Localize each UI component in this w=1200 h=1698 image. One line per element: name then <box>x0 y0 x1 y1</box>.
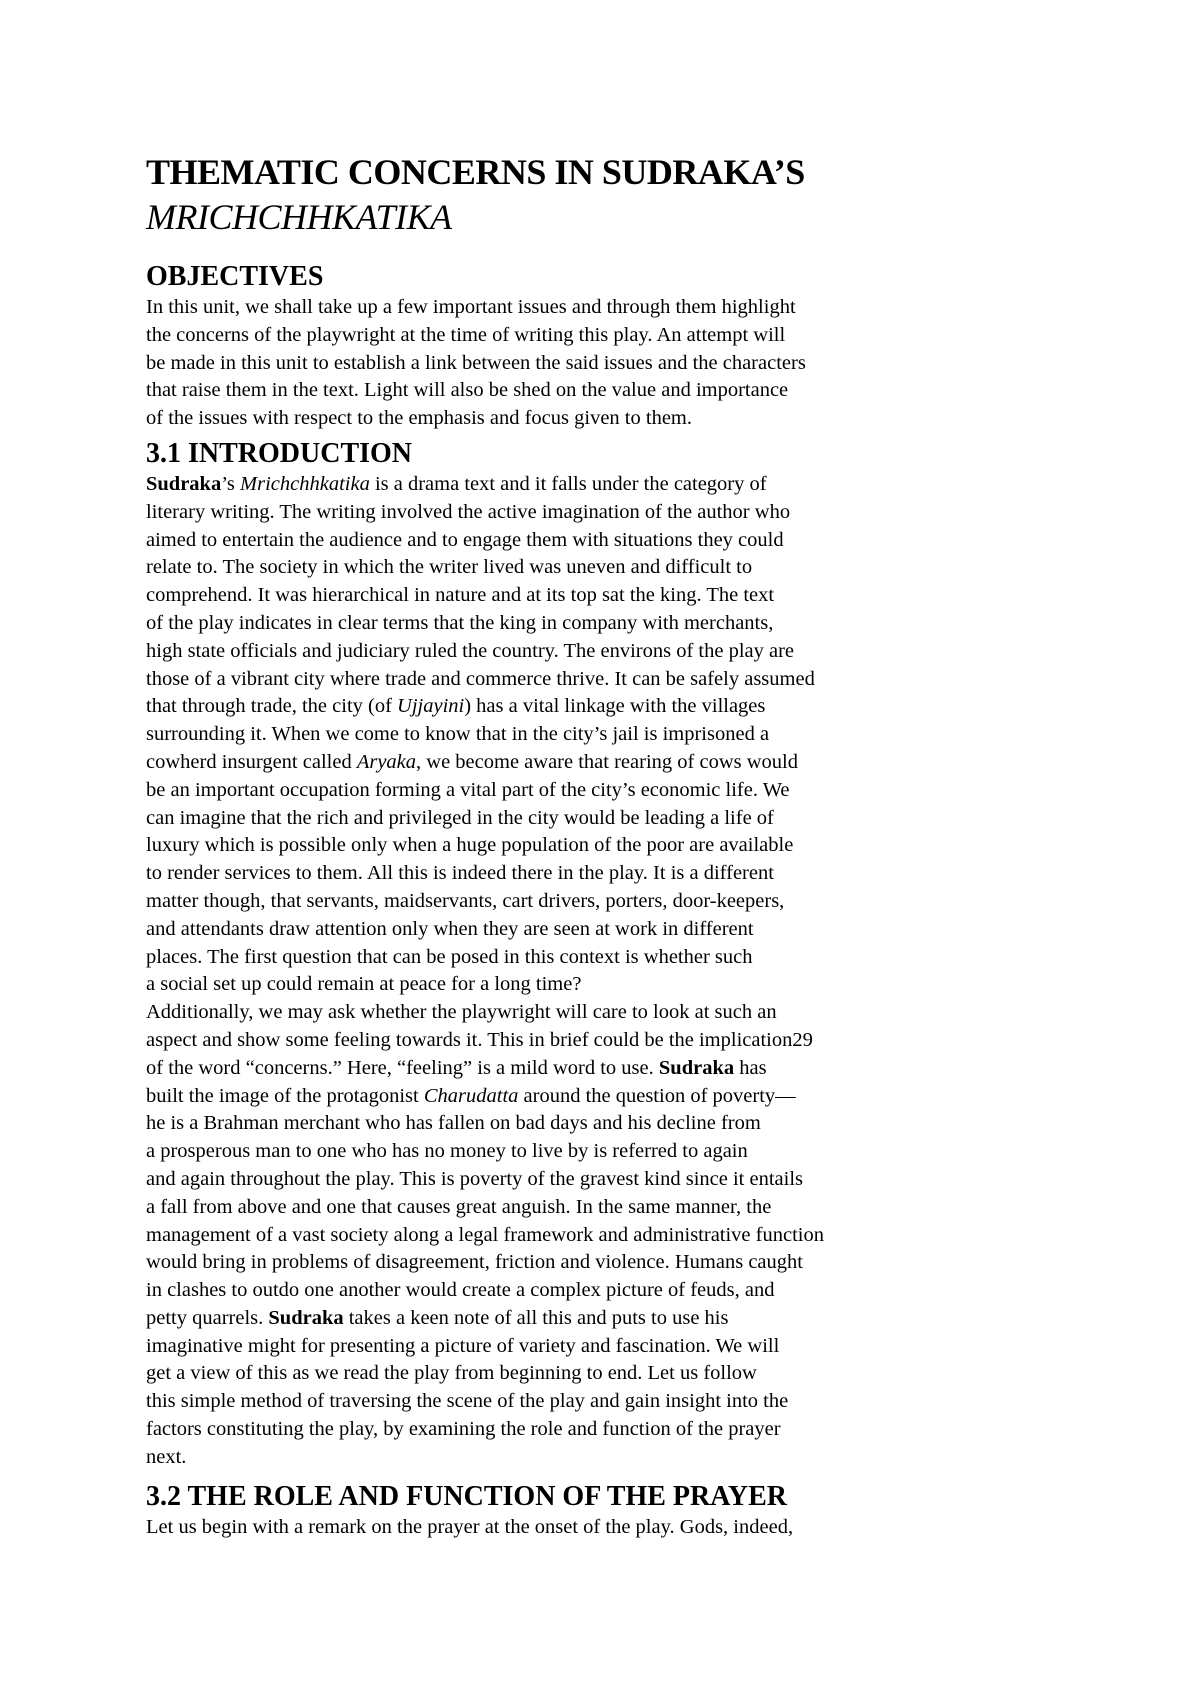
text-line: the concerns of the playwright at the time of writing this play. An attempt will <box>146 323 786 346</box>
introduction-paragraph <box>146 471 1146 1472</box>
text-line <box>146 693 1146 721</box>
text-line: imaginative might for presenting a picture of variety and fascination. We will <box>146 1334 780 1357</box>
objectives-paragraph <box>146 294 1146 433</box>
text-line: he is a Brahman merchant who has fallen on bad days and his decline from <box>146 1112 761 1135</box>
text-line: a prosperous man to one who has no money to live by is referred to again <box>146 1140 748 1163</box>
text-fragment: cowherd insurgent called <box>146 750 357 773</box>
text-line <box>146 749 1146 777</box>
text-fragment: ) has a vital linkage with the villages <box>464 695 766 718</box>
text-line: of the play indicates in clear terms that the king in company with merchants, <box>146 611 774 634</box>
city-name: Ujjayini <box>397 695 465 718</box>
document-title: THEMATIC CONCERNS IN SUDRAKA’S <box>146 152 805 192</box>
text-line: In this unit, we shall take up a few important issues and through them highlight <box>146 296 796 318</box>
author-name: Sudraka <box>146 472 222 495</box>
text-line: would bring in problems of disagreement, friction and violence. Humans caught <box>146 1251 803 1274</box>
text-line <box>146 471 1146 499</box>
text-line: factors constituting the play, by examining the role and function of the prayer <box>146 1418 781 1441</box>
text-line: get a view of this as we read the play from beginning to end. Let us follow <box>146 1362 757 1385</box>
text-line: places. The first question that can be posed in this context is whether such <box>146 945 753 968</box>
section-heading-objectives: OBJECTIVES <box>146 261 324 292</box>
text-fragment: is a drama text and it falls under the category of <box>369 472 767 495</box>
text-line: Additionally, we may ask whether the playwright will care to look at such an <box>146 1001 777 1024</box>
text-line: be an important occupation forming a vital part of the city’s economic life. We <box>146 778 790 801</box>
text-line: management of a vast society along a legal framework and administrative function <box>146 1223 824 1246</box>
text-line: comprehend. It was hierarchical in nature and at its top sat the king. The text <box>146 584 775 607</box>
author-name: Sudraka <box>658 1056 735 1079</box>
text-line: those of a vibrant city where trade and commerce thrive. It can be safely assumed <box>146 667 815 690</box>
text-fragment: has <box>734 1056 767 1079</box>
text-line: and attendants draw attention only when they are seen at work in different <box>146 917 754 940</box>
section-heading-introduction: 3.1 INTRODUCTION <box>146 437 413 469</box>
text-line: surrounding it. When we come to know that in the city’s jail is imprisoned a <box>146 723 770 746</box>
text-line: in clashes to outdo one another would create a complex picture of feuds, and <box>146 1279 775 1302</box>
text-line: a fall from above and one that causes great anguish. In the same manner, the <box>146 1195 772 1218</box>
text-line: can imagine that the rich and privileged in the city would be leading a life of <box>146 806 774 829</box>
text-fragment: that through trade, the city (of <box>146 695 398 718</box>
text-line <box>146 1305 1146 1333</box>
text-line: of the issues with respect to the emphasis and focus given to them. <box>146 407 692 430</box>
prayer-paragraph <box>146 1514 1146 1542</box>
document-content <box>146 150 1146 1541</box>
text-fragment: takes a keen note of all this and puts to use his <box>343 1306 729 1329</box>
text-line: luxury which is possible only when a huge population of the poor are available <box>146 834 794 857</box>
text-line <box>146 1083 1146 1111</box>
text-line: be made in this unit to establish a link between the said issues and the characters <box>146 351 806 374</box>
play-title: Mrichchhkatika <box>240 472 370 495</box>
text-line: aspect and show some feeling towards it. This in brief could be the implication29 <box>146 1028 813 1051</box>
text-line: high state officials and judiciary ruled the country. The environs of the play are <box>146 639 795 662</box>
text-line: and again throughout the play. This is poverty of the gravest kind since it entails <box>146 1167 804 1190</box>
text-line: a social set up could remain at peace for a long time? <box>146 973 582 996</box>
text-line: to render services to them. All this is indeed there in the play. It is a different <box>146 862 774 885</box>
text-fragment: petty quarrels. <box>146 1306 269 1329</box>
section-heading-prayer: 3.2 THE ROLE AND FUNCTION OF THE PRAYER <box>146 1480 787 1512</box>
text-line: that raise them in the text. Light will also be shed on the value and importance <box>146 379 789 402</box>
text-line: next. <box>146 1445 187 1468</box>
document-title-italic: MRICHCHHKATIKA <box>146 197 452 237</box>
text-line: relate to. The society in which the writer lived was uneven and difficult to <box>146 556 753 579</box>
text-line: matter though, that servants, maidservants, cart drivers, porters, door-keepers, <box>146 889 785 912</box>
text-line: literary writing. The writing involved the active imagination of the author who <box>146 500 791 523</box>
text-line: this simple method of traversing the scene of the play and gain insight into the <box>146 1390 789 1413</box>
author-name: Sudraka <box>268 1306 344 1329</box>
text-line: aimed to entertain the audience and to engage them with situations they could <box>146 528 784 551</box>
text-fragment: , we become aware that rearing of cows would <box>416 750 798 773</box>
text-line <box>146 1055 1146 1083</box>
text-fragment: around the question of poverty— <box>518 1084 796 1107</box>
text-fragment: ’s <box>221 472 241 495</box>
character-name: Aryaka <box>356 750 417 773</box>
text-fragment: built the image of the protagonist <box>146 1084 424 1107</box>
text-line: Let us begin with a remark on the prayer at the onset of the play. Gods, indeed, <box>146 1515 794 1538</box>
text-fragment: of the word “concerns.” Here, “feeling” is a mild word to use. <box>146 1056 659 1079</box>
character-name: Charudatta <box>423 1084 519 1107</box>
